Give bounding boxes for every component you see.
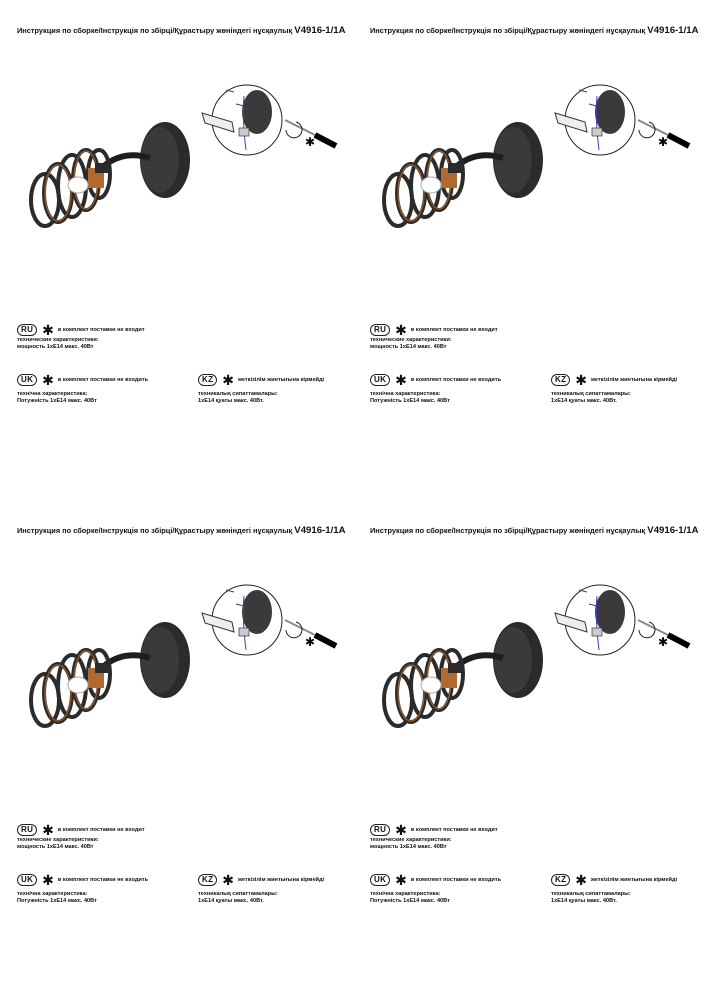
lamp-assembly-illustration xyxy=(0,500,353,1000)
model-number: V4916-1/1A xyxy=(294,25,346,36)
ru-spec: технические характеристики: мощность 1хE14 макс. 40Вт xyxy=(17,837,99,851)
uk-note-line: UK ✱ в комплект поставки не входить xyxy=(370,371,501,389)
star-icon: ✱ xyxy=(575,371,587,388)
ru-spec: технические характеристики: мощность 1хE14 макс. 40Вт xyxy=(17,337,99,351)
not-included-star: ✱ xyxy=(658,135,669,149)
kz-note-line: KZ ✱ жеткізілім жинтығына кірмейді xyxy=(551,871,677,889)
uk-badge: UK xyxy=(370,874,390,886)
wall-lamp-drawing xyxy=(31,122,190,226)
star-icon: ✱ xyxy=(575,871,587,888)
instruction-sheet-2 xyxy=(353,0,706,500)
ru-note-line: RU ✱ в комплект поставки не входит xyxy=(370,821,498,839)
kz-spec: техникалық сипаттамалары: 1хE14 қуаты макс. 40Вт. xyxy=(198,391,278,405)
kz-spec: техникалық сипаттамалары: 1хE14 қуаты макс. 40Вт. xyxy=(198,891,278,905)
star-icon: ✱ xyxy=(395,321,407,338)
kz-badge: KZ xyxy=(198,874,217,886)
instruction-sheet-4 xyxy=(353,500,706,1000)
lamp-assembly-illustration xyxy=(353,500,706,1000)
kz-note-line: KZ ✱ жеткізілім жинтығына кірмейді xyxy=(198,871,324,889)
star-icon: ✱ xyxy=(42,871,54,888)
kz-spec: техникалық сипаттамалары: 1хE14 қуаты макс. 40Вт. xyxy=(551,391,631,405)
model-number: V4916-1/1A xyxy=(647,25,699,36)
ru-note-line: RU ✱ в комплект поставки не входит xyxy=(370,321,498,339)
ru-note-line: RU ✱ в комплект поставки не входит xyxy=(17,821,145,839)
model-number: V4916-1/1A xyxy=(647,525,699,536)
sheet-title: Инструкция по сборке/Інструкція по збірці/Құрастыру жөніндегі нұсқаулық V4916-1/1A xyxy=(370,525,699,536)
star-icon: ✱ xyxy=(222,871,234,888)
model-number: V4916-1/1A xyxy=(294,525,346,536)
not-included-star: ✱ xyxy=(305,135,316,149)
ru-spec: технические характеристики: мощность 1хE14 макс. 40Вт xyxy=(370,337,452,351)
uk-note-line: UK ✱ в комплект поставки не входить xyxy=(17,871,148,889)
star-icon: ✱ xyxy=(395,821,407,838)
ru-note-line: RU ✱ в комплект поставки не входит xyxy=(17,321,145,339)
star-icon: ✱ xyxy=(42,371,54,388)
lamp-assembly-illustration xyxy=(353,0,706,500)
kz-note-line: KZ ✱ жеткізілім жинтығына кірмейді xyxy=(551,371,677,389)
uk-badge: UK xyxy=(370,374,390,386)
lamp-assembly-illustration xyxy=(0,0,353,500)
uk-note-line: UK ✱ в комплект поставки не входить xyxy=(17,371,148,389)
star-icon: ✱ xyxy=(42,821,54,838)
ru-badge: RU xyxy=(17,824,37,836)
sheet-title: Инструкция по сборке/Інструкція по збірці/Құрастыру жөніндегі нұсқаулық V4916-1/1A xyxy=(17,525,346,536)
star-icon: ✱ xyxy=(222,371,234,388)
uk-badge: UK xyxy=(17,874,37,886)
ru-badge: RU xyxy=(17,324,37,336)
sheet-title: Инструкция по сборке/Інструкція по збірці/Құрастыру жөніндегі нұсқаулық V4916-1/1A xyxy=(17,25,346,36)
kz-badge: KZ xyxy=(551,374,570,386)
not-included-star: ✱ xyxy=(658,635,669,649)
kz-badge: KZ xyxy=(551,874,570,886)
ru-badge: RU xyxy=(370,824,390,836)
kz-note-line: KZ ✱ жеткізілім жинтығына кірмейді xyxy=(198,371,324,389)
uk-spec: технічна характеристика: Потужність 1хE14 макс. 40Вт xyxy=(17,391,97,405)
uk-spec: технічна характеристика: Потужність 1хE14 макс. 40Вт xyxy=(370,391,450,405)
kz-spec: техникалық сипаттамалары: 1хE14 қуаты макс. 40Вт. xyxy=(551,891,631,905)
mounting-detail-drawing xyxy=(202,85,336,155)
uk-note-line: UK ✱ в комплект поставки не входить xyxy=(370,871,501,889)
star-icon: ✱ xyxy=(395,871,407,888)
kz-badge: KZ xyxy=(198,374,217,386)
instruction-sheet-3 xyxy=(0,500,353,1000)
ru-badge: RU xyxy=(370,324,390,336)
not-included-star: ✱ xyxy=(305,635,316,649)
star-icon: ✱ xyxy=(395,371,407,388)
sheet-title: Инструкция по сборке/Інструкція по збірці/Құрастыру жөніндегі нұсқаулық V4916-1/1A xyxy=(370,25,699,36)
uk-spec: технічна характеристика: Потужність 1хE14 макс. 40Вт xyxy=(370,891,450,905)
uk-badge: UK xyxy=(17,374,37,386)
ru-spec: технические характеристики: мощность 1хE14 макс. 40Вт xyxy=(370,837,452,851)
star-icon: ✱ xyxy=(42,321,54,338)
uk-spec: технічна характеристика: Потужність 1хE14 макс. 40Вт xyxy=(17,891,97,905)
instruction-sheet-1 xyxy=(0,0,353,500)
